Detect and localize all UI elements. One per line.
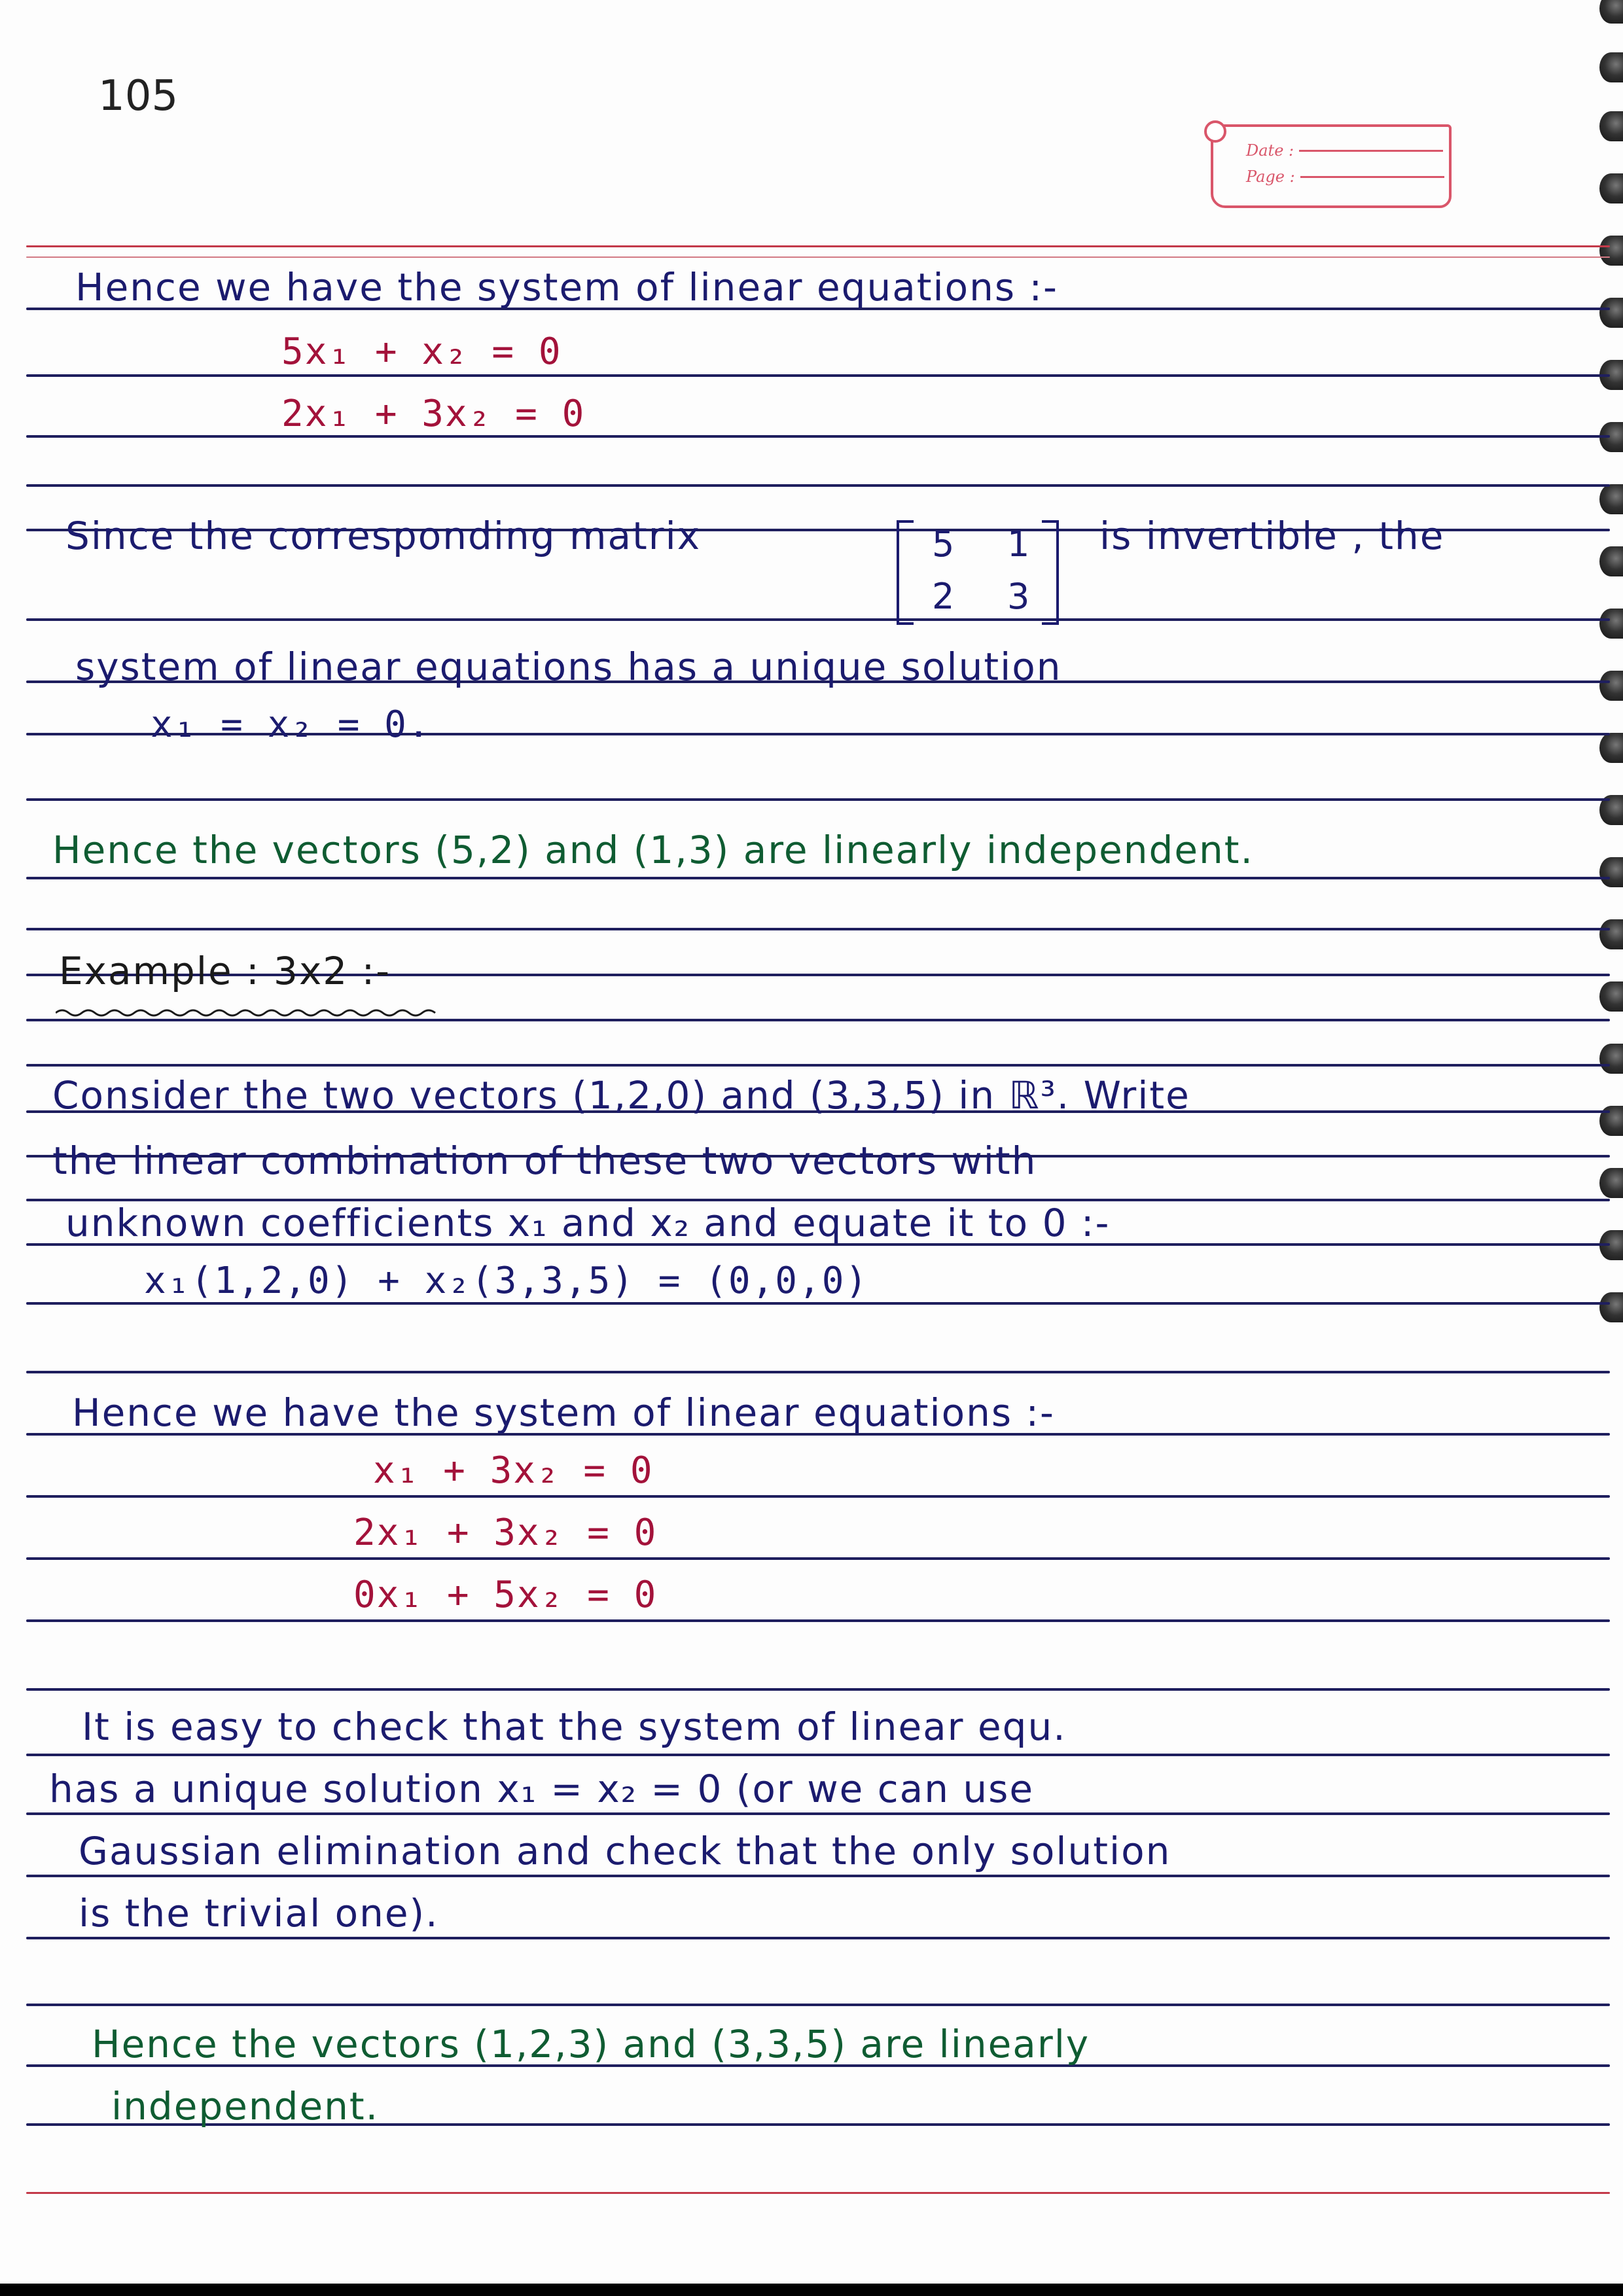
- equation-3: x₁ + 3x₂ = 0: [373, 1449, 654, 1492]
- bracket-icon: [1042, 622, 1056, 625]
- invertible-statement-start: Since the corresponding matrix: [65, 514, 702, 558]
- matrix-cell: 1: [1007, 523, 1030, 565]
- binding-ring-icon: [1599, 919, 1623, 949]
- matrix-cell: 2: [932, 576, 955, 617]
- binding-ring-icon: [1599, 298, 1623, 328]
- rule-line: [26, 484, 1610, 487]
- binding-ring-icon: [1599, 981, 1623, 1012]
- binding-ring-icon: [1599, 609, 1623, 639]
- rule-line: [26, 1019, 1610, 1021]
- rule-line: [26, 2004, 1610, 2006]
- check-line-1: It is easy to check that the system of linear equ.: [82, 1704, 1067, 1749]
- date-blank: [1299, 150, 1443, 152]
- binding-ring-icon: [1599, 1044, 1623, 1074]
- page-edge-shadow: [0, 2284, 1623, 2296]
- binding-ring-icon: [1599, 52, 1623, 82]
- trivial-solution: x₁ = x₂ = 0.: [151, 703, 431, 746]
- independence-conclusion-2: Hence the vectors (1,2,3) and (3,3,5) are linearly: [92, 2022, 1090, 2066]
- example-heading: Example : 3x2 :-: [59, 949, 391, 993]
- binding-ring-icon: [1599, 484, 1623, 514]
- binding-ring-icon: [1599, 857, 1623, 887]
- coefficient-matrix: [897, 520, 1059, 625]
- unique-solution-statement: system of linear equations has a unique solution: [75, 645, 1062, 689]
- bottom-margin-rule: [26, 2192, 1610, 2194]
- page-blank: [1300, 176, 1444, 178]
- binding-ring-icon: [1599, 1168, 1623, 1198]
- page-label: Page :: [1246, 168, 1295, 186]
- equation-2: 2x₁ + 3x₂ = 0: [281, 393, 586, 435]
- pin-icon: [1204, 120, 1226, 143]
- independence-conclusion-1: Hence the vectors (5,2) and (1,3) are linearly independent.: [52, 828, 1254, 872]
- invertible-statement-end: is invertible , the: [1099, 514, 1445, 558]
- independence-conclusion-3: independent.: [111, 2084, 380, 2128]
- bracket-icon: [899, 622, 914, 625]
- rule-line: [26, 1812, 1610, 1815]
- rule-line: [26, 1371, 1610, 1373]
- system-intro-1: Hence we have the system of linear equations :-: [75, 265, 1058, 309]
- rule-line: [26, 1619, 1610, 1622]
- check-line-2: has a unique solution x₁ = x₂ = 0 (or we can use: [49, 1767, 1035, 1811]
- date-page-stamp: [1211, 124, 1452, 208]
- equation-5: 0x₁ + 5x₂ = 0: [353, 1574, 658, 1616]
- date-label: Date :: [1246, 141, 1294, 160]
- bracket-icon: [899, 520, 914, 523]
- matrix-cell: 5: [932, 523, 955, 565]
- rule-line: [26, 1937, 1610, 1939]
- equation-4: 2x₁ + 3x₂ = 0: [353, 1511, 658, 1554]
- system-intro-2: Hence we have the system of linear equations :-: [72, 1390, 1055, 1435]
- linear-combination-equation: x₁(1,2,0) + x₂(3,3,5) = (0,0,0): [144, 1260, 869, 1302]
- rule-line: [26, 1557, 1610, 1560]
- check-line-4: is the trivial one).: [79, 1891, 439, 1935]
- matrix-cell: 3: [1007, 576, 1030, 617]
- rule-line: [26, 1754, 1610, 1756]
- rule-line: [26, 1064, 1610, 1067]
- header-rule: [26, 245, 1610, 247]
- binding-ring-icon: [1599, 671, 1623, 701]
- date-field: [1246, 141, 1443, 160]
- rule-line: [26, 798, 1610, 801]
- rule-line: [26, 1875, 1610, 1877]
- example-line-1: Consider the two vectors (1,2,0) and (3,3,5) in ℝ³. Write: [52, 1073, 1190, 1118]
- binding-ring-icon: [1599, 111, 1623, 141]
- binding-ring-icon: [1599, 733, 1623, 763]
- rule-line: [26, 435, 1610, 438]
- header-rule: [26, 256, 1610, 258]
- binding-ring-icon: [1599, 173, 1623, 203]
- rule-line: [26, 1495, 1610, 1498]
- bracket-icon: [1042, 520, 1056, 523]
- binding-ring-icon: [1599, 546, 1623, 576]
- equation-1: 5x₁ + x₂ = 0: [281, 330, 562, 373]
- binding-ring-icon: [1599, 0, 1623, 24]
- rule-line: [26, 928, 1610, 930]
- page-field: [1246, 168, 1444, 186]
- binding-ring-icon: [1599, 236, 1623, 266]
- example-line-3: unknown coefficients x₁ and x₂ and equate it to 0 :-: [65, 1201, 1111, 1245]
- binding-ring-icon: [1599, 1292, 1623, 1322]
- rule-line: [26, 877, 1610, 879]
- check-line-3: Gaussian elimination and check that the only solution: [79, 1829, 1171, 1873]
- example-line-2: the linear combination of these two vectors with: [52, 1139, 1037, 1183]
- rule-line: [26, 618, 1610, 621]
- rule-line: [26, 1302, 1610, 1305]
- wavy-underline-icon: [56, 1008, 442, 1018]
- rule-line: [26, 374, 1610, 377]
- rule-line: [26, 1688, 1610, 1691]
- page-number: 105: [98, 72, 179, 120]
